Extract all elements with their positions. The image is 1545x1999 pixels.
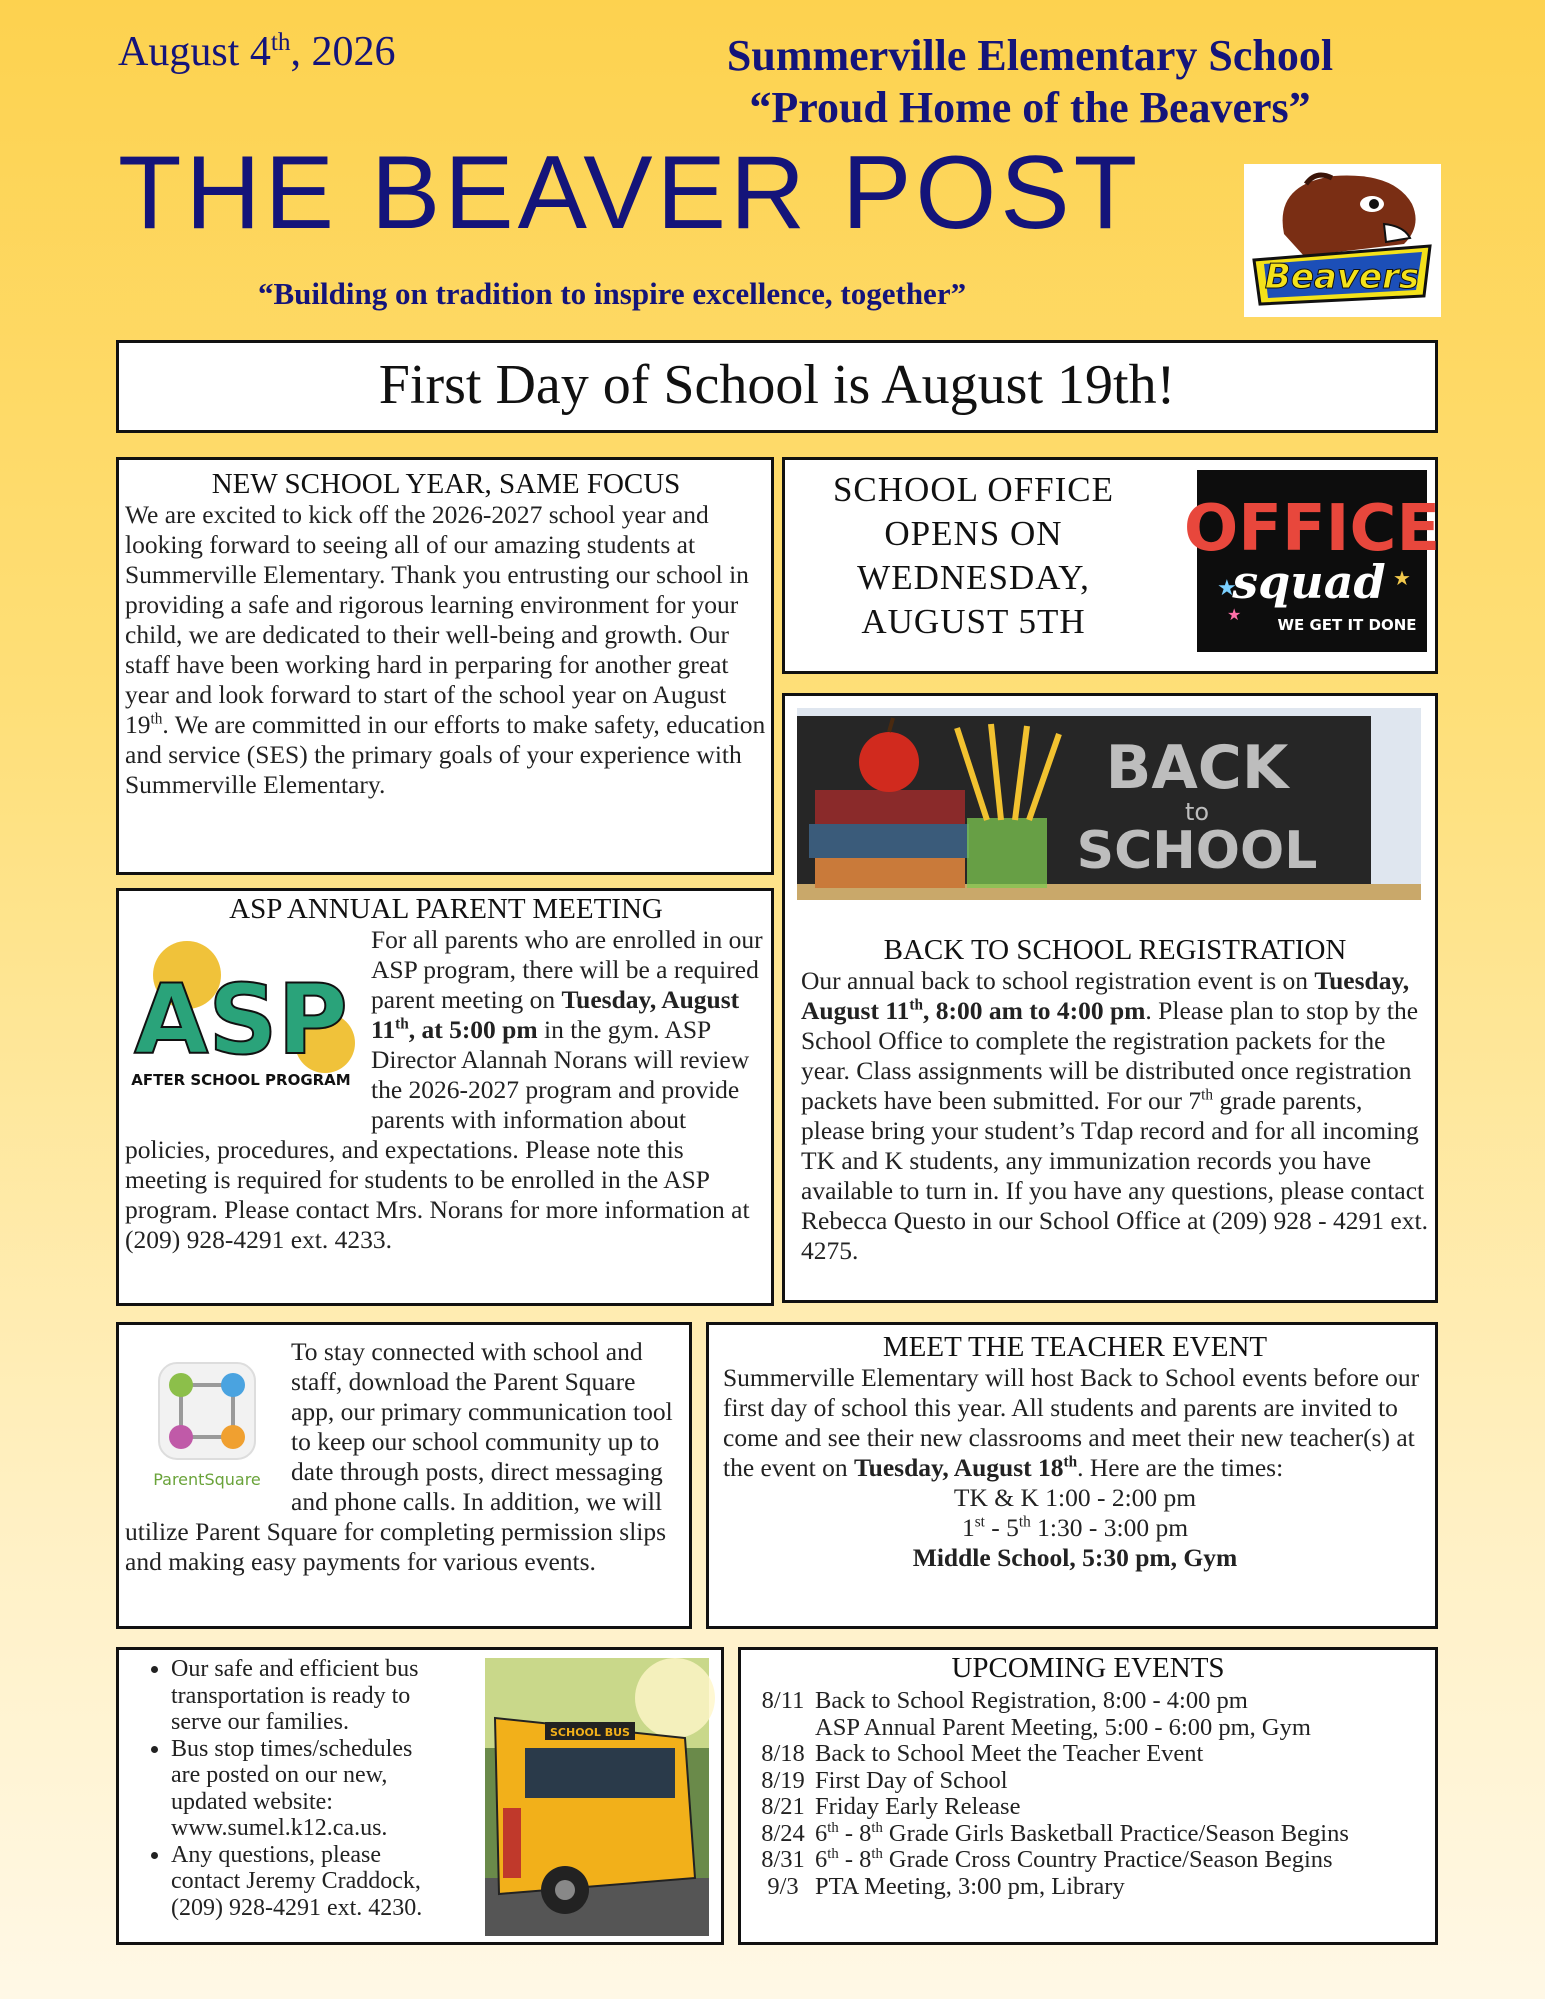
parentsquare-logo-label: ParentSquare: [153, 1470, 261, 1489]
grade-start-ordinal: th: [827, 1845, 839, 1862]
events-list: [741, 1684, 1435, 1900]
first-day-banner: [116, 340, 1438, 433]
registration-content: [801, 934, 1429, 1266]
newsletter-date: [118, 28, 395, 76]
newsletter-tagline: “Building on tradition to inspire excellence, together”: [258, 276, 967, 311]
list-item: [751, 1847, 1435, 1874]
event-text: ASP Annual Parent Meeting, 5:00 - 6:00 pm, Gym: [815, 1713, 1311, 1741]
time2-c: 1:30 - 3:00 pm: [1030, 1513, 1189, 1542]
meet-date: [854, 1453, 1077, 1482]
school-motto: “Proud Home of the Beavers”: [749, 83, 1311, 132]
event-date: 9/3: [767, 1872, 799, 1900]
time2-sup2: th: [1018, 1513, 1031, 1531]
registration-body: [801, 966, 1429, 1266]
event-date: 8/19: [761, 1766, 805, 1794]
logo-wordmark: Beavers: [1264, 257, 1420, 297]
event-text: First Day of School: [815, 1766, 1008, 1794]
meet-time-elementary: [723, 1513, 1427, 1543]
registration-section: [782, 693, 1438, 1303]
date-text: August 4: [118, 29, 271, 75]
meet-date-a: Tuesday, August 18: [854, 1453, 1064, 1482]
event-text: [815, 1821, 1435, 1848]
bus-info-list: [119, 1650, 441, 1921]
asp-logo: [125, 935, 357, 1103]
list-item: [751, 1688, 1435, 1715]
chalk-to-text: to: [1184, 798, 1210, 826]
beaver-mascot-icon: [1244, 164, 1441, 317]
parentsquare-body: To stay connected with school and staff, download the Parent Square app, our primary communication tool to keep our school community up to date through posts, direct messaging and phone calls. In addition, we will utilize Parent Square for completing permission slips and making easy payments for various events.: [125, 1337, 673, 1576]
reg-text-c: grade parents, please bring your student’s Tdap record and for all incoming TK and K students, any immunization records you have available to turn in. If you have any questions, please contact Rebecca Questo in our School Office at (209) 928 - 4291 ext. 4275.: [801, 1086, 1428, 1265]
event-text: [815, 1847, 1435, 1874]
events-heading: UPCOMING EVENTS: [951, 1652, 1225, 1684]
registration-heading: BACK TO SCHOOL REGISTRATION: [883, 934, 1347, 966]
new-year-text-b: . We are committed in our efforts to make safety, education and service (SES) the primary goals of your experience with Summerville Elementary.: [125, 710, 766, 799]
after-school-program-icon: [125, 935, 357, 1103]
time2-a: 1: [961, 1513, 975, 1542]
event-date: 8/24: [761, 1819, 805, 1847]
bus-sign-text: SCHOOL BUS: [550, 1726, 630, 1739]
back-to-school-chalkboard-icon: [797, 708, 1421, 900]
svg-text:★: ★: [1227, 605, 1242, 624]
beavers-logo: [1244, 164, 1441, 317]
asp-text-b: in the gym. ASP Director Alannah Norans will review the 2026-2027 program and provide parents with information about policies, procedures, and expectations. Please note this meeting is required for students to be enrolled in the ASP program. Please contact Mrs. Norans for more information at (209) 928-4291 ext. 4233.: [125, 1015, 750, 1254]
office-squad-icon: [1183, 470, 1441, 652]
grade-end-ordinal: th: [871, 1819, 883, 1836]
squad-badge-slogan: WE GET IT DONE: [1277, 616, 1417, 634]
asp-heading: ASP ANNUAL PARENT MEETING: [229, 893, 663, 925]
list-item: [751, 1768, 1435, 1795]
reg-date-ordinal: th: [909, 996, 924, 1014]
meet-teacher-heading: MEET THE TEACHER EVENT: [882, 1331, 1268, 1363]
asp-text-a: For all parents who are enrolled in our ASP program, there will be a required parent meeting on: [371, 925, 763, 1014]
grade-start: 6: [815, 1846, 828, 1873]
new-year-text-a: We are excited to kick off the 2026-2027 school year and looking forward to seeing all of our amazing students at Summerville Elementary. Thank you entrusting our school in providing a safe and rigorous learning environment for your child, we are dedicated to their well-being and growth. Our staff have been working hard in perparing for another great year and look forward to start of the school year on August 19: [125, 500, 749, 739]
date-ordinal: th: [270, 29, 291, 56]
meet-teacher-body: [723, 1363, 1427, 1483]
reg-grade-ordinal: th: [1201, 1086, 1214, 1104]
event-desc: Grade Girls Basketball Practice/Season Begins: [882, 1819, 1349, 1847]
new-year-ordinal: th: [150, 710, 163, 728]
meet-times: [723, 1483, 1427, 1573]
list-item: [751, 1741, 1435, 1768]
school-bus-image: [485, 1658, 709, 1936]
office-badge-word: OFFICE: [1183, 492, 1441, 566]
grade-end-ordinal: th: [871, 1845, 883, 1862]
asp-meeting-section: [116, 888, 774, 1306]
list-item: • Bus stop times/schedules are posted on our new, updated website: www.sumel.k12.ca.us.: [171, 1736, 441, 1842]
chalk-back-text: BACK: [1105, 733, 1289, 803]
first-day-text: First Day of School is August 19th!: [378, 354, 1176, 416]
date-year: , 2026: [290, 29, 396, 75]
upcoming-events-section: [738, 1647, 1438, 1945]
time2-b: - 5: [984, 1513, 1019, 1542]
grade-end: - 8: [838, 1819, 872, 1847]
parentsquare-section: [116, 1322, 692, 1629]
event-date: 8/11: [761, 1687, 805, 1714]
event-text: Friday Early Release: [815, 1793, 1021, 1820]
asp-date-ordinal: th: [395, 1015, 409, 1033]
reg-date-b: , 8:00 am to 4:00 pm: [923, 996, 1146, 1025]
back-to-school-image: [797, 708, 1421, 900]
time2-sup1: st: [974, 1513, 985, 1531]
event-desc: Grade Cross Country Practice/Season Begins: [882, 1846, 1333, 1873]
list-item: [751, 1715, 1435, 1742]
event-date: [751, 1715, 815, 1742]
list-item: [751, 1874, 1435, 1901]
meet-time-tk: TK & K 1:00 - 2:00 pm: [953, 1483, 1197, 1512]
new-school-year-section: [116, 457, 774, 875]
list-item: [751, 1821, 1435, 1848]
squad-badge-word: squad: [1232, 555, 1386, 609]
meet-time-middle: Middle School, 5:30 pm, Gym: [912, 1543, 1238, 1572]
school-header: [640, 30, 1420, 134]
parentsquare-app-icon: [141, 1355, 273, 1493]
new-year-heading: NEW SCHOOL YEAR, SAME FOCUS: [211, 468, 681, 500]
list-item: • Our safe and efficient bus transportation is ready to serve our families.: [171, 1656, 441, 1736]
list-item: • Any questions, please contact Jeremy Craddock, (209) 928-4291 ext. 4230.: [171, 1842, 441, 1922]
reg-date-a: Tuesday, August 11: [801, 966, 1410, 1025]
bus-transportation-section: [116, 1647, 724, 1945]
school-bus-icon: [485, 1658, 709, 1936]
asp-logo-letters: ASP: [134, 964, 348, 1076]
asp-date-b: , at 5:00 pm: [408, 1015, 538, 1044]
parentsquare-logo: [141, 1355, 273, 1493]
office-opens-text: SCHOOL OFFICE OPENS ON WEDNESDAY, AUGUST 5TH: [832, 470, 1115, 641]
meet-text-b: . Here are the times:: [1077, 1453, 1284, 1482]
grade-start-ordinal: th: [827, 1819, 839, 1836]
meet-teacher-section: [706, 1322, 1438, 1629]
event-text: Back to School Registration, 8:00 - 4:00 pm: [815, 1687, 1248, 1714]
event-date: 8/31: [761, 1846, 805, 1873]
event-date: 8/21: [761, 1793, 805, 1820]
office-squad-badge: [1183, 470, 1441, 652]
school-name: Summerville Elementary School: [726, 31, 1334, 80]
asp-date-a: Tuesday, August 11: [371, 985, 740, 1044]
asp-logo-subtitle: AFTER SCHOOL PROGRAM: [131, 1071, 351, 1089]
new-year-body: [125, 500, 767, 800]
list-item: [751, 1794, 1435, 1821]
svg-text:★: ★: [1393, 566, 1411, 590]
school-office-section: [782, 457, 1441, 674]
meet-text-a: Summerville Elementary will host Back to School events before our first day of school this year. All students and parents are invited to come and see their new classrooms and meet their new teacher(s) at the event on: [723, 1363, 1420, 1482]
svg-text:★: ★: [1217, 576, 1237, 601]
event-date: 8/18: [761, 1740, 805, 1767]
event-text: Back to School Meet the Teacher Event: [815, 1740, 1204, 1767]
newsletter-title: THE BEAVER POST: [118, 135, 1142, 251]
event-text: PTA Meeting, 3:00 pm, Library: [815, 1872, 1125, 1900]
grade-end: - 8: [838, 1846, 872, 1873]
chalk-school-text: SCHOOL: [1076, 821, 1318, 881]
meet-date-ordinal: th: [1063, 1453, 1078, 1471]
reg-text-b: . Please plan to stop by the School Office to complete the registration packets for the year. Class assignments will be distributed once registration packets have been submitted. For our 7: [801, 996, 1419, 1115]
reg-text-a: Our annual back to school registration event is on: [801, 966, 1315, 995]
grade-start: 6: [815, 1819, 828, 1847]
